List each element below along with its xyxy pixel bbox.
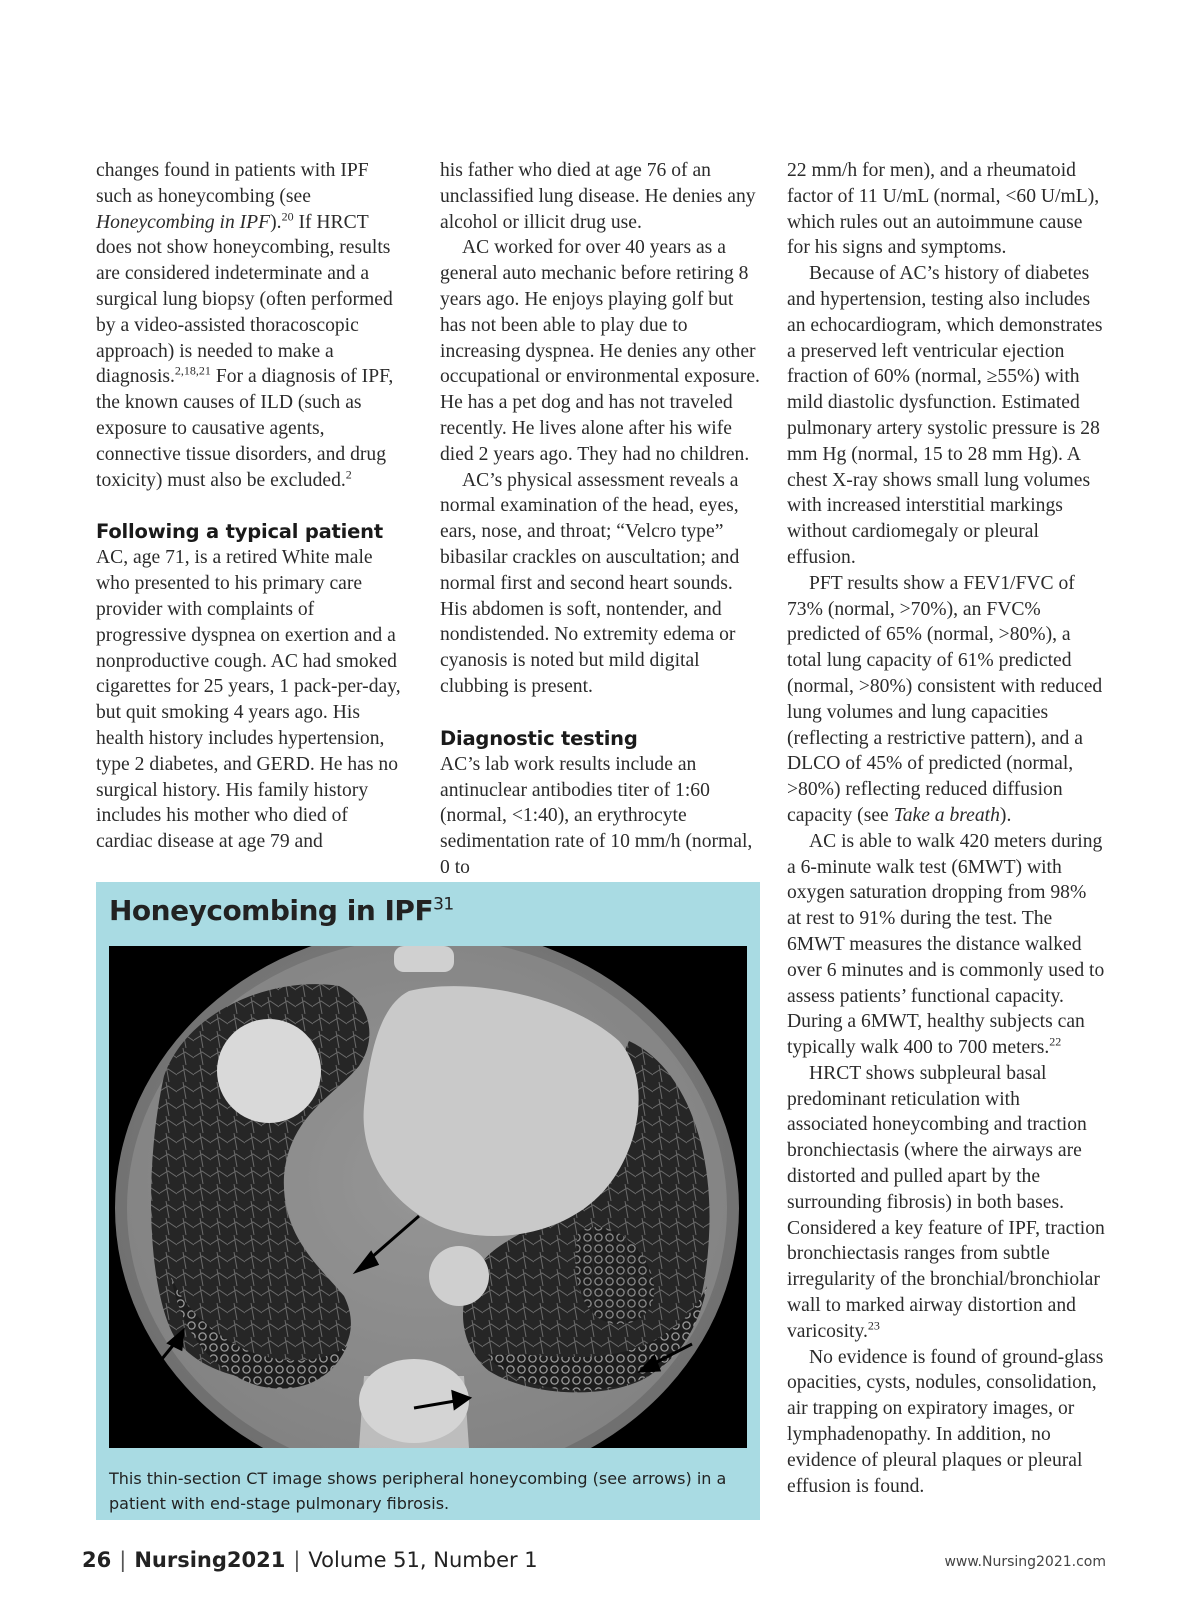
paragraph: changes found in patients with IPF such as honeycombing (see Honeycombing in IPF).$^{20}$ If HRCT does not show honeycombing, results are considered indeterminate and a surgical lung biopsy (often performed by a video-assisted thoracoscopic approach) is needed to make a diagnosis.$^{2,18,21}$ For a diagnosis of IPF, the known causes of ILD (such as exposure to causative agents, connective tissue disorders, and drug toxicity) must also be excluded.$^2$ [96,160,394,491]
citation: 2 [345,467,352,482]
ct-scan-image [109,946,747,1448]
section-heading: Following a typical patient [96,520,383,544]
page-number: 26 [82,1548,112,1572]
footer-left: 26 | Nursing2021 | Volume 51, Number 1 [82,1548,538,1572]
column-3 [787,158,1105,1499]
paragraph: his father who died at age 76 of an unclassified lung disease. He denies any alcohol or illicit drug use. [440,160,756,233]
paragraph: HRCT shows subpleural basal predominant reticulation with associated honeycombing and traction bronchiectasis (where the airways are distorted and pulled apart by the surrounding fibrosis) in both bases. Considered a key feature of IPF, traction bronchiectasis ranges from subtle irregularity of the bronchial/bronchiolar wall to marked airway distortion and varicosity.$^{23}$ [787,1062,1105,1342]
citation: 23 [867,1318,880,1333]
paragraph: AC is able to walk 420 meters during a 6-minute walk test (6MWT) with oxygen saturation dropping from 98% at rest to 91% during the test. The 6MWT measures the distance walked over 6 minutes and is commonly used to assess patients’ functional capacity. During a 6MWT, healthy subjects can typically walk 400 to 700 meters.$^{22}$ [787,830,1105,1059]
paragraph: AC’s lab work results include an antinuclear antibodies titer of 1:60 (normal, <1:40), an erythrocyte sedimentation rate of 10 mm/h (normal, 0 to [440,753,753,878]
paragraph: AC’s physical assessment reveals a normal examination of the head, eyes, ears, nose, and throat; “Velcro type” bibasilar crackles on auscultation; and normal first and second heart sounds. His abdomen is soft, nontender, and nondistended. No extremity edema or cyanosis is noted but mild digital clubbing is present. [440,469,740,697]
citation: 20 [281,209,294,224]
ct-scan-graphic [109,946,747,1448]
figure-title: Honeycombing in IPF$^{31}$ [109,894,454,927]
paragraph: PFT results show a FEV1/FVC of 73% (normal, >70%), an FVC% predicted of 65% (normal, >80%), a total lung capacity of 61% predicted (normal, >80%) consistent with reduced lung volumes and lung capacities (reflecting a restrictive pattern), and a DLCO of 45% of predicted (normal, >80%) reflecting reduced diffusion capacity (see Take a breath). [787,572,1103,826]
volume-info: Volume 51, Number 1 [308,1548,538,1572]
sidebar-reference: Take a breath [893,804,1000,826]
figure-caption: This thin-section CT image shows peripheral honeycombing (see arrows) in a patient with end-stage pulmonary fibrosis. [109,1469,727,1513]
paragraph: No evidence is found of ground-glass opacities, cysts, nodules, consolidation, air trapping on expiratory images, or lymphadenopathy. In addition, no evidence of pleural plaques or pleural effusion is found. [787,1346,1104,1497]
paragraph: AC, age 71, is a retired White male who presented to his primary care provider with complaints of progressive dyspnea on exertion and a nonproductive cough. AC had smoked cigarettes for 25 years, 1 pack-per-day, but quit smoking 4 years ago. His health history includes hypertension, type 2 diabetes, and GERD. He has no surgical history. His family history includes his mother who died of cardiac disease at age 79 and [96,547,401,853]
figure-box [96,882,760,1520]
column-1 [96,158,408,855]
section-heading: Diagnostic testing [440,726,638,750]
citation: 2,18,21 [174,363,211,378]
footer-url: www.Nursing2021.com [944,1554,1106,1570]
paragraph: Because of AC’s history of diabetes and hypertension, testing also includes an echocardiogram, which demonstrates a preserved left ventricular ejection fraction of 60% (normal, ≥55%) with mild diastolic dysfunction. Estimated pulmonary artery systolic pressure is 28 mm Hg (normal, 15 to 28 mm Hg). A chest X-ray shows small lung volumes with increased interstitial markings without cardiomegaly or pleural effusion. [787,263,1103,568]
figure-reference: Honeycombing in IPF [96,211,271,233]
citation: 31 [433,894,454,915]
paragraph: AC worked for over 40 years as a general auto mechanic before retiring 8 years ago. He enjoys playing golf but has not been able to play due to increasing dyspnea. He denies any other occupational or environmental exposure. He has a pet dog and has not traveled recently. He lives alone after his wife died 2 years ago. They had no children. [440,237,760,465]
magazine-name: Nursing2021 [134,1548,286,1572]
paragraph: 22 mm/h for men), and a rheumatoid factor of 11 U/mL (normal, <60 U/mL), which rules out an autoimmune cause for his signs and symptoms. [787,160,1100,259]
page-footer [82,1548,1106,1580]
citation: 22 [1049,1034,1062,1049]
column-2 [440,158,760,881]
